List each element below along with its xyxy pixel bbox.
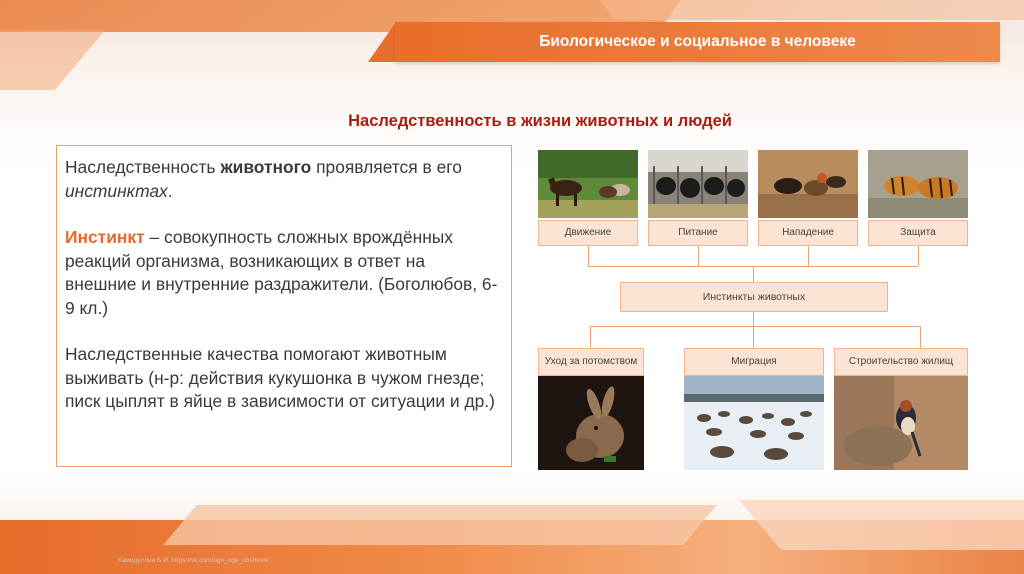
slide-subtitle: Наследственность в жизни животных и людей xyxy=(348,112,732,130)
photo-rabbits xyxy=(538,376,644,470)
footer-credit: Камидуллин Б.И. https://vk.com/oge_oge_obshestv xyxy=(118,557,269,564)
decor-top-band-light xyxy=(586,0,1024,20)
connector xyxy=(590,326,591,348)
photo-swallow-nest xyxy=(834,376,968,470)
connector xyxy=(918,246,919,266)
definition-textbox xyxy=(56,145,512,467)
decor-left-band xyxy=(0,30,105,90)
definition-text: – совокупность сложных врождённых реакций организма, возникающих в ответ на внешние и внутренние раздражители. (Боголюбов, 6-9 кл.) xyxy=(65,227,498,318)
connector xyxy=(588,246,589,266)
paragraph-survival: Наследственные качества помогают животным выживать (н-р: действия кукушонка в чужом гнезде; писк цыплят в яйце в зависимости от ситуации и др.) xyxy=(65,344,495,411)
label-movement: Движение xyxy=(538,220,638,246)
connector xyxy=(753,312,754,326)
label-feeding: Питание xyxy=(648,220,748,246)
connector xyxy=(920,326,921,348)
photo-migration xyxy=(684,376,824,470)
photo-defense xyxy=(868,150,968,218)
paragraph-instinct-definition xyxy=(65,226,501,320)
emphasis-instincts: инстинктах xyxy=(65,180,168,201)
connector xyxy=(808,246,809,266)
label-attack: Нападение xyxy=(758,220,858,246)
decor-bottom-band-light xyxy=(163,505,717,545)
connector xyxy=(753,266,754,282)
decor-bottom-band-light-right xyxy=(739,500,1024,550)
connector xyxy=(590,326,920,327)
label-migration: Миграция xyxy=(684,348,824,376)
photo-horses xyxy=(538,150,638,218)
paragraph-heredity xyxy=(65,156,501,203)
label-defense: Защита xyxy=(868,220,968,246)
term-instinct: Инстинкт xyxy=(65,227,145,247)
connector xyxy=(698,246,699,266)
emphasis-animal: животного xyxy=(220,157,312,177)
photo-feeding xyxy=(648,150,748,218)
text-fragment: . xyxy=(167,180,173,201)
label-offspring-care: Уход за потомством xyxy=(538,348,644,376)
text-fragment: проявляется в его xyxy=(311,157,462,177)
connector xyxy=(753,326,754,348)
text-fragment: Наследственность xyxy=(65,157,221,177)
label-animal-instincts: Инстинкты животных xyxy=(620,282,888,312)
instincts-diagram xyxy=(536,148,972,472)
slide-header-title: Биологическое и социальное в человеке xyxy=(539,33,856,50)
label-nest-building: Строительство жилищ xyxy=(834,348,968,376)
photo-attack xyxy=(758,150,858,218)
header-triangle xyxy=(368,22,396,62)
